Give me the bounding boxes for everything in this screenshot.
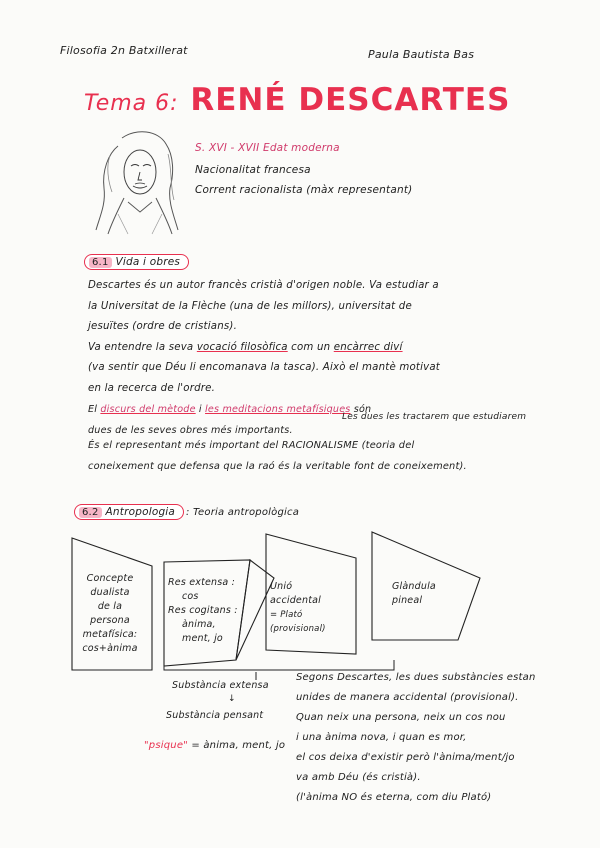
text-line: i una ànima nova, i quan es mor, [296,732,467,743]
page-title [84,82,510,118]
text-line: (va sentir que Déu li encomanava la tasca). Això el mantè motivat [88,362,440,373]
work-title: les meditacions metafísiques [205,404,351,415]
text: El [88,404,98,415]
text-line: el cos deixa d'existir però l'ànima/ment/jo [296,752,515,763]
header-subject: Filosofia 2n Batxillerat [60,44,188,57]
psique-definition [144,740,285,751]
label-line: ment, jo [182,633,223,644]
text-line: És el representant més important del RACIONALISME (teoria del [88,440,415,451]
section-number: 6.2 [79,507,102,518]
label-line: de la [97,601,123,612]
info-period: S. XVI - XVII Edat moderna [195,142,340,154]
margin-note: Les dues les tractarem que estudiarem [342,412,527,422]
label-line: cos+ànima [82,643,138,654]
text-line-works [88,400,371,421]
section-heading-antropologia [74,504,184,520]
substance-pensant: Substància pensant [166,710,264,721]
label-line: pineal [392,595,423,606]
section-number: 6.1 [89,257,112,268]
arrow-down: ↓ [228,694,236,704]
text-line: unides de manera accidental (provisional). [296,692,519,703]
psique-rest: = ànima, ment, jo [191,740,286,751]
section-label: Antropologia [105,506,176,518]
text-line: Segons Descartes, les dues substàncies estan [296,672,536,683]
text-line: la Universitat de la Flèche (una de les millors), universitat de [88,300,412,312]
label-line: accidental [270,595,321,606]
text-line: coneixement que defensa que la raó és la veritable font de coneixement). [88,460,467,472]
title-prefix: Tema 6: [84,91,179,116]
diagram-box-2-label [168,576,252,646]
label-line: Concepte [86,573,134,584]
label-line: metafísica: [82,629,138,640]
label-line: Res cogitans : [168,605,238,616]
text: Va entendre la seva [88,341,194,353]
header-author: Paula Bautista Bas [368,48,475,61]
section-subtitle: : Teoria antropològica [186,507,300,518]
diagram-box-4-label [392,580,462,608]
diagram-box-3-label [270,580,350,636]
label-line: cos [182,591,199,602]
label-line: = Plató [270,610,303,620]
paragraph-works [88,400,371,441]
label-line: Unió [270,581,293,592]
text-line: jesuïtes (ordre de cristians). [88,321,238,332]
text-line: Quan neix una persona, neix un cos nou [296,712,506,723]
text-line-vocation [88,338,440,359]
label-line: ànima, [182,619,216,630]
paragraph-rationalism [88,436,467,477]
psique-word: "psique" [144,740,188,751]
text: són [353,404,372,415]
info-nationality: Nacionalitat francesa [195,164,311,176]
label-line: dualista [90,587,130,598]
text-line: en la recerca de l'ordre. [88,382,216,394]
section-heading-vida-obres [84,254,189,270]
label-line: persona [90,615,130,626]
text: i [198,404,202,415]
substance-extensa: Substància extensa [172,680,269,691]
label-line: Glàndula [392,581,436,592]
label-line: Res extensa : [168,577,236,588]
descartes-portrait-icon [88,126,184,236]
underlined-text: vocació filosòfica [196,341,288,353]
text-line: dues de les seves obres més importants. [88,424,293,436]
section-label: Vida i obres [115,256,181,268]
paragraph-biography [88,276,440,399]
text-line: va amb Déu (és cristià). [296,772,421,783]
text: com un [291,341,331,353]
label-line: (provisional) [270,624,326,634]
paragraph-union [296,668,536,808]
text-line: Descartes és un autor francès cristià d'origen noble. Va estudiar a [88,280,439,291]
text-line: (l'ànima NO és eterna, com diu Plató) [296,792,492,803]
info-current: Corrent racionalista (màx representant) [195,184,413,196]
diagram-box-1-label [72,572,148,656]
title-main: RENÉ DESCARTES [190,82,511,118]
work-title: discurs del mètode [100,404,196,415]
underlined-text: encàrrec diví [333,341,403,353]
